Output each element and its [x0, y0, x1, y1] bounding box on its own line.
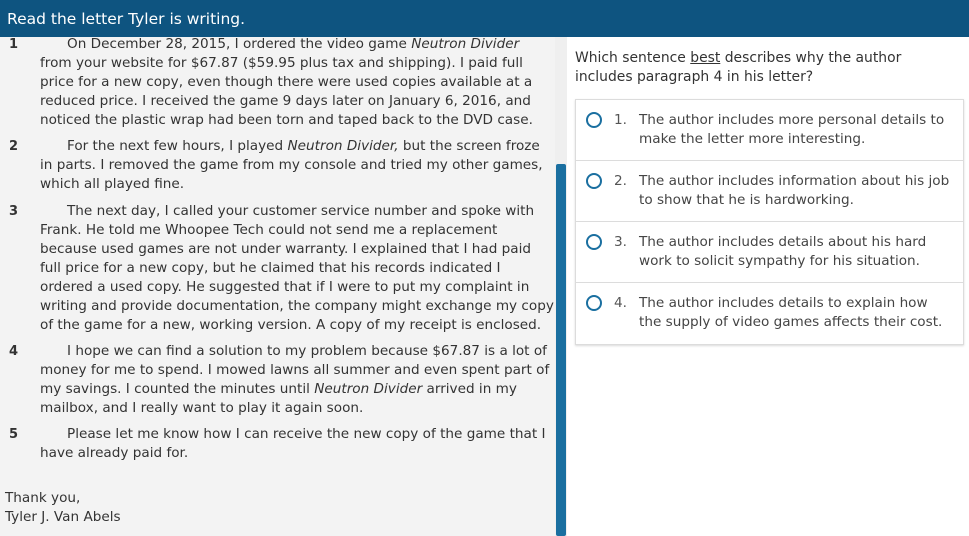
passage-scrollbar[interactable] [555, 37, 567, 536]
paragraph-number: 3 [9, 204, 19, 219]
radio-button[interactable] [586, 112, 602, 128]
paragraph-text: The next day, I called your customer service number and spoke with Frank. He told me Whoopee Tech could not send me a replacement because used games are not under warranty. I explained that I had paid full price for a new copy, but he claimed that his records indicated I ordered a used copy. He suggested that if I were to put my complaint in writing and provide documentation, the company might exchange my copy of the game for a new, working version. A copy of my receipt is enclosed. [40, 203, 554, 333]
option-text: The author includes information about his job to show that he is hardworking. [639, 173, 950, 208]
paragraph-text: On December 28, 2015, I ordered the video game Neutron Divider from your website for $67.87 ($59.95 plus tax and shipping). I paid full price for a new copy, even though there were used copies available at a reduced price. I received the game 9 days later on January 6, 2016, and noticed the plastic wrap had been torn and taped back to the DVD case. [40, 37, 533, 128]
option-number: 4. [614, 295, 627, 311]
option-number: 1. [614, 112, 627, 128]
paragraph-text: For the next few hours, I played Neutron Divider, but the screen froze in parts. I removed the game from my console and tried my other games, which all played fine. [40, 138, 543, 192]
radio-button[interactable] [586, 234, 602, 250]
answer-option-2[interactable] [576, 161, 963, 222]
passage-panel [0, 37, 555, 536]
question-panel [567, 37, 969, 536]
answer-option-1[interactable] [576, 100, 963, 161]
paragraph-text: I hope we can find a solution to my problem because $67.87 is a lot of money for me to spend. I mowed lawns all summer and even spent part of my savings. I counted the minutes until Neutron Divider arrived in my mailbox, and I really want to play it again soon. [40, 343, 550, 416]
option-number: 3. [614, 234, 627, 250]
option-text: The author includes details to explain how the supply of video games affects their cost. [639, 295, 943, 330]
radio-button[interactable] [586, 173, 602, 189]
letter-closing: Thank you, [5, 490, 81, 506]
page-title: Read the letter Tyler is writing. [7, 9, 246, 28]
header-bar [0, 0, 969, 37]
paragraph-text: Please let me know how I can receive the new copy of the game that I have already paid for. [40, 426, 546, 461]
paragraph-number: 4 [9, 344, 19, 359]
answer-option-4[interactable] [576, 283, 963, 344]
paragraph-number: 1 [9, 37, 19, 52]
question-emphasis: best [690, 50, 721, 66]
answer-options [575, 99, 964, 345]
question-prompt: Which sentence best describes why the author includes paragraph 4 in his letter? [575, 50, 902, 85]
letter-signature: Tyler J. Van Abels [5, 509, 121, 525]
answer-option-3[interactable] [576, 222, 963, 283]
scrollbar-thumb[interactable] [556, 164, 566, 536]
option-number: 2. [614, 173, 627, 189]
option-text: The author includes more personal details to make the letter more interesting. [639, 112, 945, 147]
option-text: The author includes details about his hard work to solicit sympathy for his situation. [639, 234, 927, 269]
paragraph-number: 5 [9, 427, 19, 442]
paragraph-number: 2 [9, 139, 19, 154]
radio-button[interactable] [586, 295, 602, 311]
